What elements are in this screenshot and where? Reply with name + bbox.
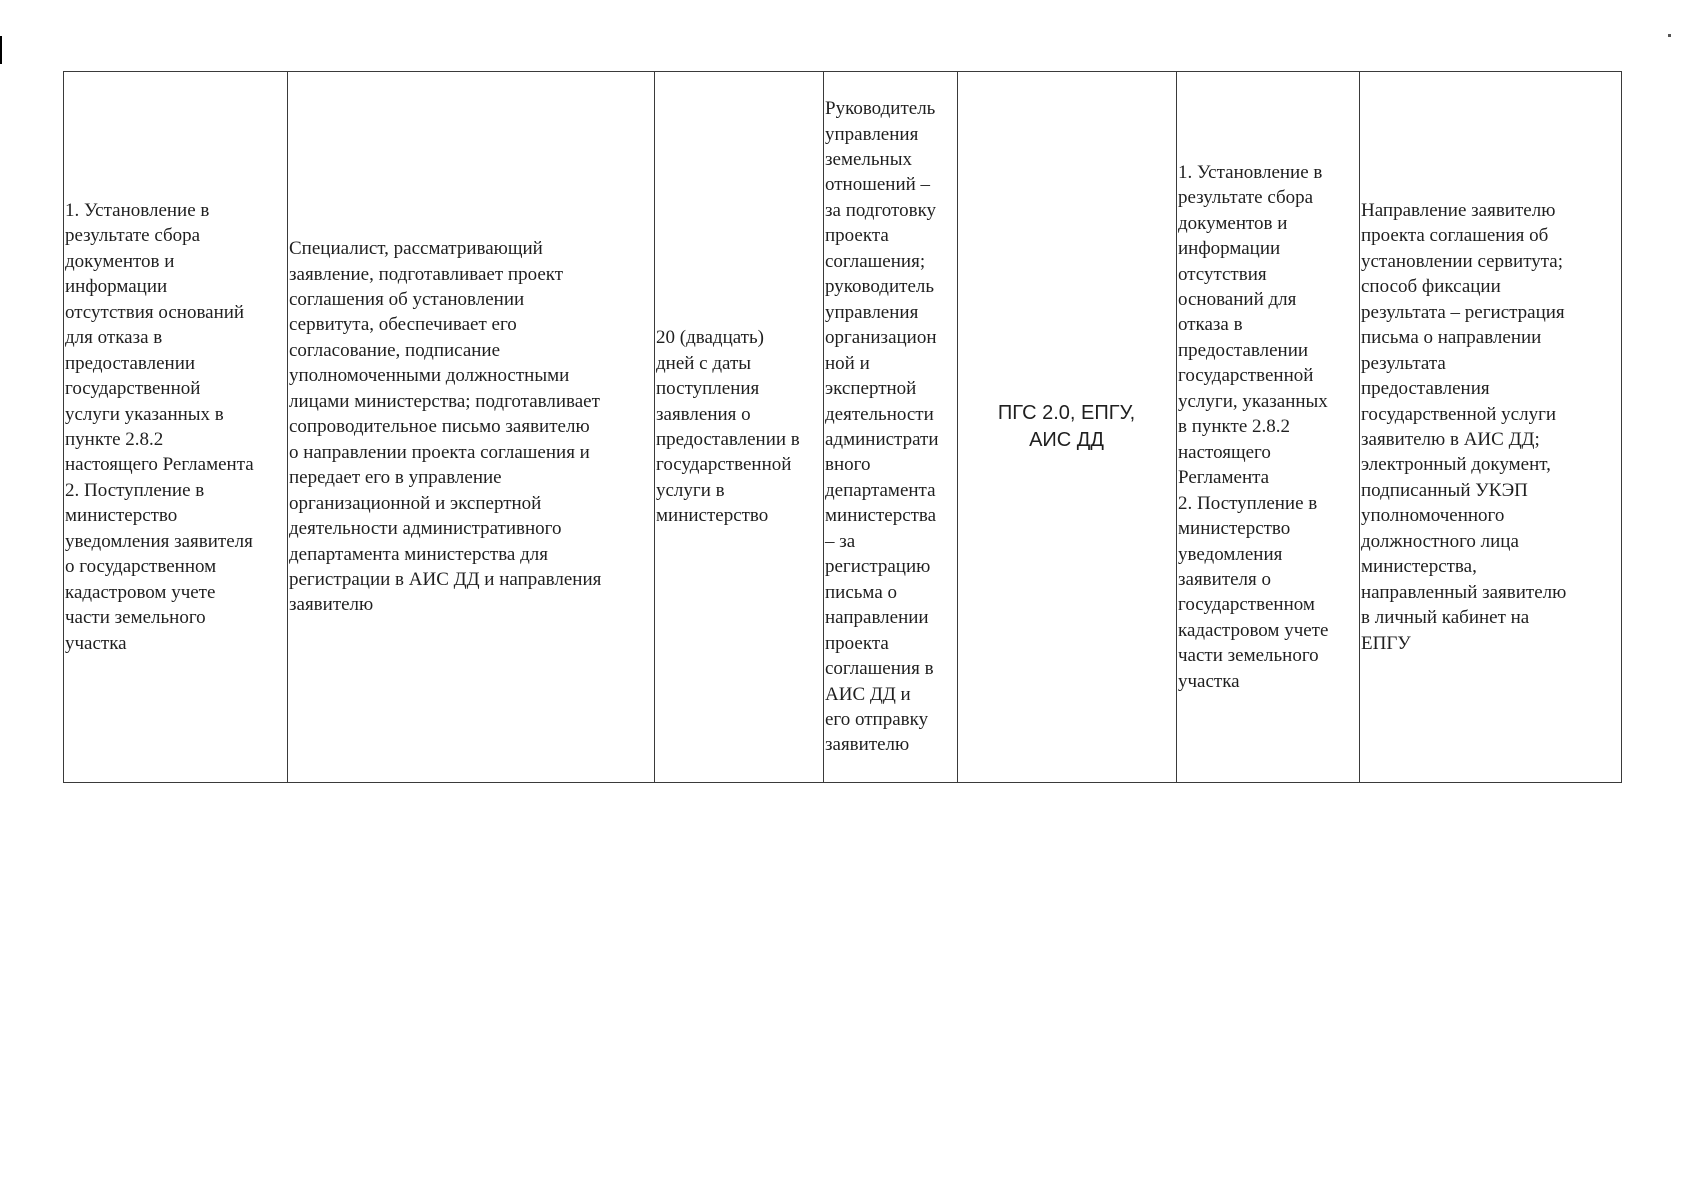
basis-text: 1. Установление в результате сбора документов и информации отсутствия оснований для отказа в предоставлении государственной услуги указанных в пункте 2.8.2 настоящего Регламента 2. Поступление в министерство уведомления заявителя о государственном кадастровом учете части земельного участка bbox=[65, 199, 254, 654]
result-text: Направление заявителю проекта соглашения об установлении сервитута; способ фиксации результата – регистрация письма о направлении результата предоставления государственной услуги заявителю в АИС ДД; электронный документ, подписанный УКЭП уполномоченного должностного лица министерства, направленный заявителю в личный кабинет на ЕПГУ bbox=[1361, 199, 1567, 654]
table-row bbox=[64, 72, 1622, 783]
criteria-cell bbox=[1177, 72, 1360, 783]
result-cell bbox=[1360, 72, 1622, 783]
regulation-table bbox=[63, 71, 1622, 783]
responsible-cell bbox=[824, 72, 958, 783]
systems-cell bbox=[958, 72, 1177, 783]
duration-text: 20 (двадцать) дней с даты поступления заявления о предоставлении в государственной услуги в министерство bbox=[656, 327, 800, 527]
systems-text: ПГС 2.0, ЕПГУ, АИС ДД bbox=[997, 402, 1136, 451]
criteria-text: 1. Установление в результате сбора документов и информации отсутствия оснований для отказа в предоставлении государственной услуги, указанных в пункте 2.8.2 настоящего Регламента 2. Поступление в министерство уведомления заявителя о государственном кадастровом учете части земельного участка bbox=[1178, 161, 1329, 692]
basis-cell bbox=[64, 72, 288, 783]
scan-dot-mark bbox=[1668, 34, 1671, 37]
action-cell bbox=[288, 72, 655, 783]
regulation-table-wrapper bbox=[63, 71, 1621, 783]
duration-cell bbox=[655, 72, 824, 783]
responsible-text: Руководитель управления земельных отношений – за подготовку проекта соглашения; руководитель управления организацион ной и экспертной деятельности администрати вного департамента министерства – за регистрацию письма о направлении проекта соглашения в АИС ДД и его отправку заявителю bbox=[825, 98, 939, 756]
scan-edge-mark bbox=[0, 36, 2, 64]
action-text: Специалист, рассматривающий заявление, подготавливает проект соглашения об установлении сервитута, обеспечивает его согласование, подписание уполномоченными должностными лицами министерства; подготавливает сопроводительное письмо заявителю о направлении проекта соглашения и передает его в управление организационной и экспертной деятельности административного департамента министерства для регистрации в АИС ДД и направления заявителю bbox=[289, 238, 602, 616]
